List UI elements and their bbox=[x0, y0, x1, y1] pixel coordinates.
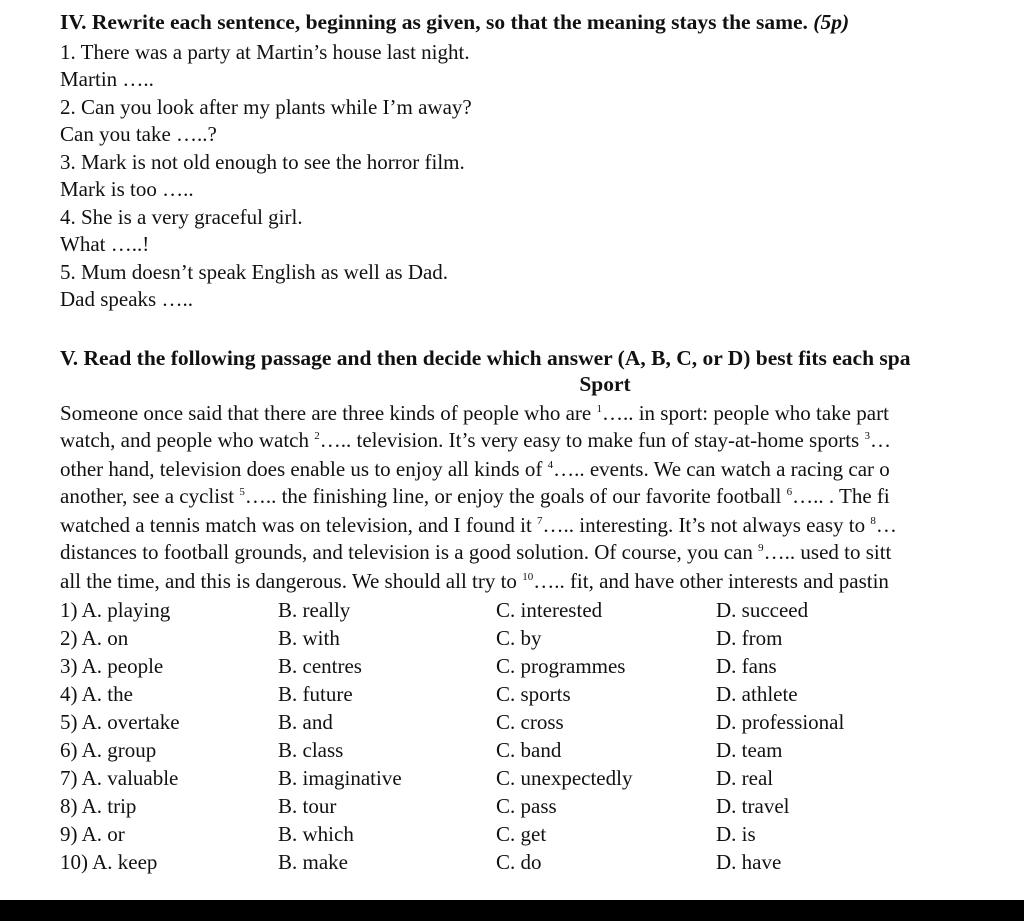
item-5-prompt: Dad speaks ….. bbox=[60, 287, 193, 311]
option-1-d: D. succeed bbox=[716, 598, 809, 622]
passage-text: another, see a cyclist bbox=[60, 484, 240, 508]
item-4-prompt: What …..! bbox=[60, 232, 150, 256]
passage-text: watch, and people who watch bbox=[60, 428, 315, 452]
passage-line-5 bbox=[60, 513, 897, 537]
option-2-c: C. by bbox=[496, 626, 542, 650]
passage-line-3 bbox=[60, 457, 890, 481]
option-5-b: B. and bbox=[278, 710, 333, 734]
item-1-sentence: 1. There was a party at Martin’s house last night. bbox=[60, 40, 470, 64]
option-3-c: C. programmes bbox=[496, 654, 626, 678]
option-7-d: D. real bbox=[716, 766, 774, 790]
option-1-b: B. really bbox=[278, 598, 351, 622]
option-9-d: D. is bbox=[716, 822, 756, 846]
option-5-a: 5) A. overtake bbox=[60, 710, 180, 734]
gap-number: 8 bbox=[870, 515, 876, 527]
passage-text: ….. in sport: people who take part bbox=[601, 401, 889, 425]
section-5-heading: V. Read the following passage and then decide which answer (A, B, C, or D) best fits each spa bbox=[60, 346, 911, 370]
item-3-sentence: 3. Mark is not old enough to see the horror film. bbox=[60, 150, 465, 174]
option-3-b: B. centres bbox=[278, 654, 362, 678]
passage-text: watched a tennis match was on television, and I found it bbox=[60, 513, 538, 537]
option-9-b: B. which bbox=[278, 822, 354, 846]
option-7-c: C. unexpectedly bbox=[496, 766, 633, 790]
item-1-prompt: Martin ….. bbox=[60, 67, 154, 91]
option-5-c: C. cross bbox=[496, 710, 564, 734]
option-10-a: 10) A. keep bbox=[60, 850, 158, 874]
option-8-c: C. pass bbox=[496, 794, 557, 818]
option-1-a: 1) A. playing bbox=[60, 598, 171, 622]
option-4-d: D. athlete bbox=[716, 682, 798, 706]
option-4-c: C. sports bbox=[496, 682, 571, 706]
option-6-d: D. team bbox=[716, 738, 783, 762]
option-5-d: D. professional bbox=[716, 710, 845, 734]
option-6-a: 6) A. group bbox=[60, 738, 157, 762]
option-7-b: B. imaginative bbox=[278, 766, 402, 790]
gap-number: 4 bbox=[547, 459, 554, 471]
item-4-sentence: 4. She is a very graceful girl. bbox=[60, 205, 303, 229]
option-1-c: C. interested bbox=[496, 598, 603, 622]
item-3-prompt: Mark is too ….. bbox=[60, 177, 194, 201]
option-7-a: 7) A. valuable bbox=[60, 766, 179, 790]
option-4-b: B. future bbox=[278, 682, 353, 706]
passage-text: distances to football grounds, and television is a good solution. Of course, you can bbox=[60, 540, 759, 564]
option-8-d: D. travel bbox=[716, 794, 790, 818]
passage-text: ….. used to sitt bbox=[763, 540, 892, 564]
option-10-d: D. have bbox=[716, 850, 782, 874]
option-9-a: 9) A. or bbox=[60, 822, 125, 846]
passage-line-6 bbox=[60, 540, 891, 564]
option-10-c: C. do bbox=[496, 850, 542, 874]
passage-text: Someone once said that there are three kinds of people who are bbox=[60, 401, 597, 425]
option-9-c: C. get bbox=[496, 822, 547, 846]
gap-number: 7 bbox=[537, 515, 543, 527]
passage-line-1 bbox=[60, 401, 889, 425]
passage-text: ….. television. It’s very easy to make fun of stay-at-home sports bbox=[319, 428, 865, 452]
passage-text: ….. the finishing line, or enjoy the goals of our favorite football bbox=[244, 484, 787, 508]
option-8-b: B. tour bbox=[278, 794, 337, 818]
passage-text: ….. fit, and have other interests and pastin bbox=[533, 569, 889, 593]
passage-text: ….. events. We can watch a racing car o bbox=[553, 457, 890, 481]
gap-number: 1 bbox=[596, 403, 602, 415]
passage-text: … bbox=[869, 428, 891, 452]
option-10-b: B. make bbox=[278, 850, 348, 874]
gap-number: 10 bbox=[522, 571, 534, 583]
passage-line-4 bbox=[60, 484, 890, 508]
section-4-points: (5p) bbox=[813, 10, 850, 34]
passage-text: ….. . The fi bbox=[792, 484, 890, 508]
gap-number: 6 bbox=[786, 486, 793, 498]
option-2-b: B. with bbox=[278, 626, 340, 650]
passage-line-2 bbox=[60, 428, 891, 452]
item-2-sentence: 2. Can you look after my plants while I’m away? bbox=[60, 95, 472, 119]
gap-number: 3 bbox=[864, 430, 870, 442]
bottom-black-bar bbox=[0, 900, 1024, 921]
option-2-a: 2) A. on bbox=[60, 626, 129, 650]
gap-number: 2 bbox=[314, 430, 320, 442]
option-6-c: C. band bbox=[496, 738, 562, 762]
passage-text: … bbox=[875, 513, 897, 537]
option-8-a: 8) A. trip bbox=[60, 794, 137, 818]
passage-text: all the time, and this is dangerous. We should all try to bbox=[60, 569, 523, 593]
passage-text: ….. interesting. It’s not always easy to bbox=[542, 513, 871, 537]
passage-line-7 bbox=[60, 569, 889, 593]
item-2-prompt: Can you take …..? bbox=[60, 122, 217, 146]
option-6-b: B. class bbox=[278, 738, 344, 762]
gap-number: 9 bbox=[758, 542, 764, 554]
passage-text: other hand, television does enable us to enjoy all kinds of bbox=[60, 457, 548, 481]
option-3-d: D. fans bbox=[716, 654, 777, 678]
passage-title: Sport bbox=[579, 372, 631, 396]
option-4-a: 4) A. the bbox=[60, 682, 133, 706]
item-5-sentence: 5. Mum doesn’t speak English as well as Dad. bbox=[60, 260, 449, 284]
section-4-heading bbox=[60, 10, 849, 34]
option-2-d: D. from bbox=[716, 626, 783, 650]
gap-number: 5 bbox=[239, 486, 245, 498]
section-4-heading-text: IV. Rewrite each sentence, beginning as given, so that the meaning stays the same. bbox=[60, 10, 808, 34]
option-3-a: 3) A. people bbox=[60, 654, 164, 678]
